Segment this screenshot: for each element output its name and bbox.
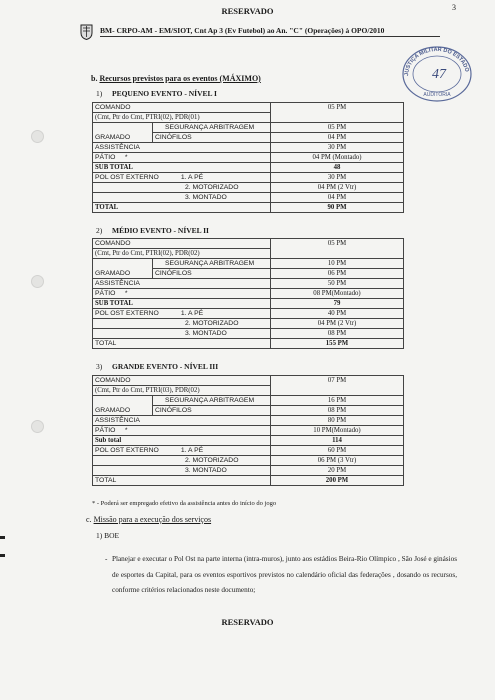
document-header-line: BM- CRPO-AM - EM/SIOT, Cnt Ap 3 (Ev Futebol) ao An. "C" (Operações) à OPO/2010 — [100, 26, 440, 37]
table-row: Sub total 114 — [93, 436, 404, 446]
table-row: TOTAL 155 PM — [93, 339, 404, 349]
page-number: 3 — [452, 3, 456, 12]
section-b-heading — [91, 74, 261, 83]
table-row: SUB TOTAL 79 — [93, 299, 404, 309]
table-row: TOTAL 90 PM — [93, 203, 404, 213]
table-row: COMANDO 05 PM — [93, 239, 404, 249]
level-1-table — [92, 102, 404, 213]
table-row: (Cmt, Ptr do Cmt, PTRI(02), PDR(01) — [93, 113, 404, 123]
table-row: CINÓFILOS 04 PM — [93, 133, 404, 143]
court-stamp — [398, 40, 476, 104]
section-c-heading — [86, 515, 211, 524]
classification-bottom: RESERVADO — [221, 617, 274, 627]
level-3-title: 3) GRANDE EVENTO - NÍVEL III — [96, 362, 219, 371]
table-row: POL OST EXTERNO 1. A PÉ 30 PM — [93, 173, 404, 183]
table-row: POL OST EXTERNO 1. A PÉ 60 PM — [93, 446, 404, 456]
list-dash: - — [105, 555, 108, 563]
table-row: TOTAL 200 PM — [93, 476, 404, 486]
classification-top: RESERVADO — [221, 6, 274, 16]
table-row: ASSISTÊNCIA 30 PM — [93, 143, 404, 153]
level-3-table — [92, 375, 404, 486]
table-row: GRAMADO SEGURANÇA ARBITRAGEM 10 PM — [93, 259, 404, 269]
table-row: PÁTIO * 04 PM (Montado) — [93, 153, 404, 163]
section-c-letter: c. — [86, 515, 92, 524]
table-row: 2. MOTORIZADO 06 PM (3 Vtr) — [93, 456, 404, 466]
table-footnote: * - Poderá ser empregado efetivo da assistência antes do início do jogo — [92, 500, 277, 507]
table-row: (Cmt, Ptr do Cmt, PTRI(03), PDR(02) — [93, 386, 404, 396]
table-row: ASSISTÊNCIA 80 PM — [93, 416, 404, 426]
stamp-sub: AUDITORIA — [423, 92, 451, 98]
table-row: 2. MOTORIZADO 04 PM (2 Vtr) — [93, 183, 404, 193]
table-row: POL OST EXTERNO 1. A PÉ 40 PM — [93, 309, 404, 319]
stamp-number: 47 — [432, 67, 446, 82]
scan-edge-mark — [0, 536, 5, 539]
punch-hole — [31, 275, 44, 288]
scan-edge-mark — [0, 554, 5, 557]
table-row: (Cmt, Ptr do Cmt, PTRI(02), PDR(02) — [93, 249, 404, 259]
punch-hole — [31, 420, 44, 433]
table-row: COMANDO 05 PM — [93, 103, 404, 113]
section-c-title: Missão para a execução dos serviços — [93, 515, 212, 524]
table-row: GRAMADO SEGURANÇA ARBITRAGEM 16 PM — [93, 396, 404, 406]
stamp-text: JUSTIÇA MILITAR DO ESTADO — [403, 46, 470, 77]
mission-paragraph — [105, 552, 457, 599]
table-row: PÁTIO * 08 PM(Montado) — [93, 289, 404, 299]
level-2-title: 2) MÉDIO EVENTO - NÍVEL II — [96, 226, 209, 235]
section-b-letter: b. — [91, 74, 98, 83]
level-1-title: 1) PEQUENO EVENTO - NÍVEL I — [96, 89, 217, 98]
table-row: SUB TOTAL 48 — [93, 163, 404, 173]
table-row: 3. MONTADO 20 PM — [93, 466, 404, 476]
table-row: COMANDO 07 PM — [93, 376, 404, 386]
table-row: PÁTIO * 10 PM(Montado) — [93, 426, 404, 436]
brigade-crest-icon — [80, 24, 93, 40]
item-boe: 1) BOE — [96, 531, 120, 540]
mission-text: Planejar e executar o Pol Ost na parte interna (intra-muros), junto aos estádios Beira-Rio Olímpico , São José e ginásios de esportes da Capital, para os eventos esportivos previstos no calendário oficial das federações , dosando os recursos, conforme critérios relacionados neste documento; — [112, 555, 457, 594]
level-2-table — [92, 238, 404, 349]
table-row: CINÓFILOS 06 PM — [93, 269, 404, 279]
table-row: ASSISTÊNCIA 50 PM — [93, 279, 404, 289]
table-row: 3. MONTADO 08 PM — [93, 329, 404, 339]
table-row: CINÓFILOS 08 PM — [93, 406, 404, 416]
punch-hole — [31, 130, 44, 143]
table-row: 2. MOTORIZADO 04 PM (2 Vtr) — [93, 319, 404, 329]
table-row: GRAMADO SEGURANÇA ARBITRAGEM 05 PM — [93, 123, 404, 133]
table-row: 3. MONTADO 04 PM — [93, 193, 404, 203]
section-b-title: Recursos previstos para os eventos (MÁXIMO) — [99, 74, 261, 83]
